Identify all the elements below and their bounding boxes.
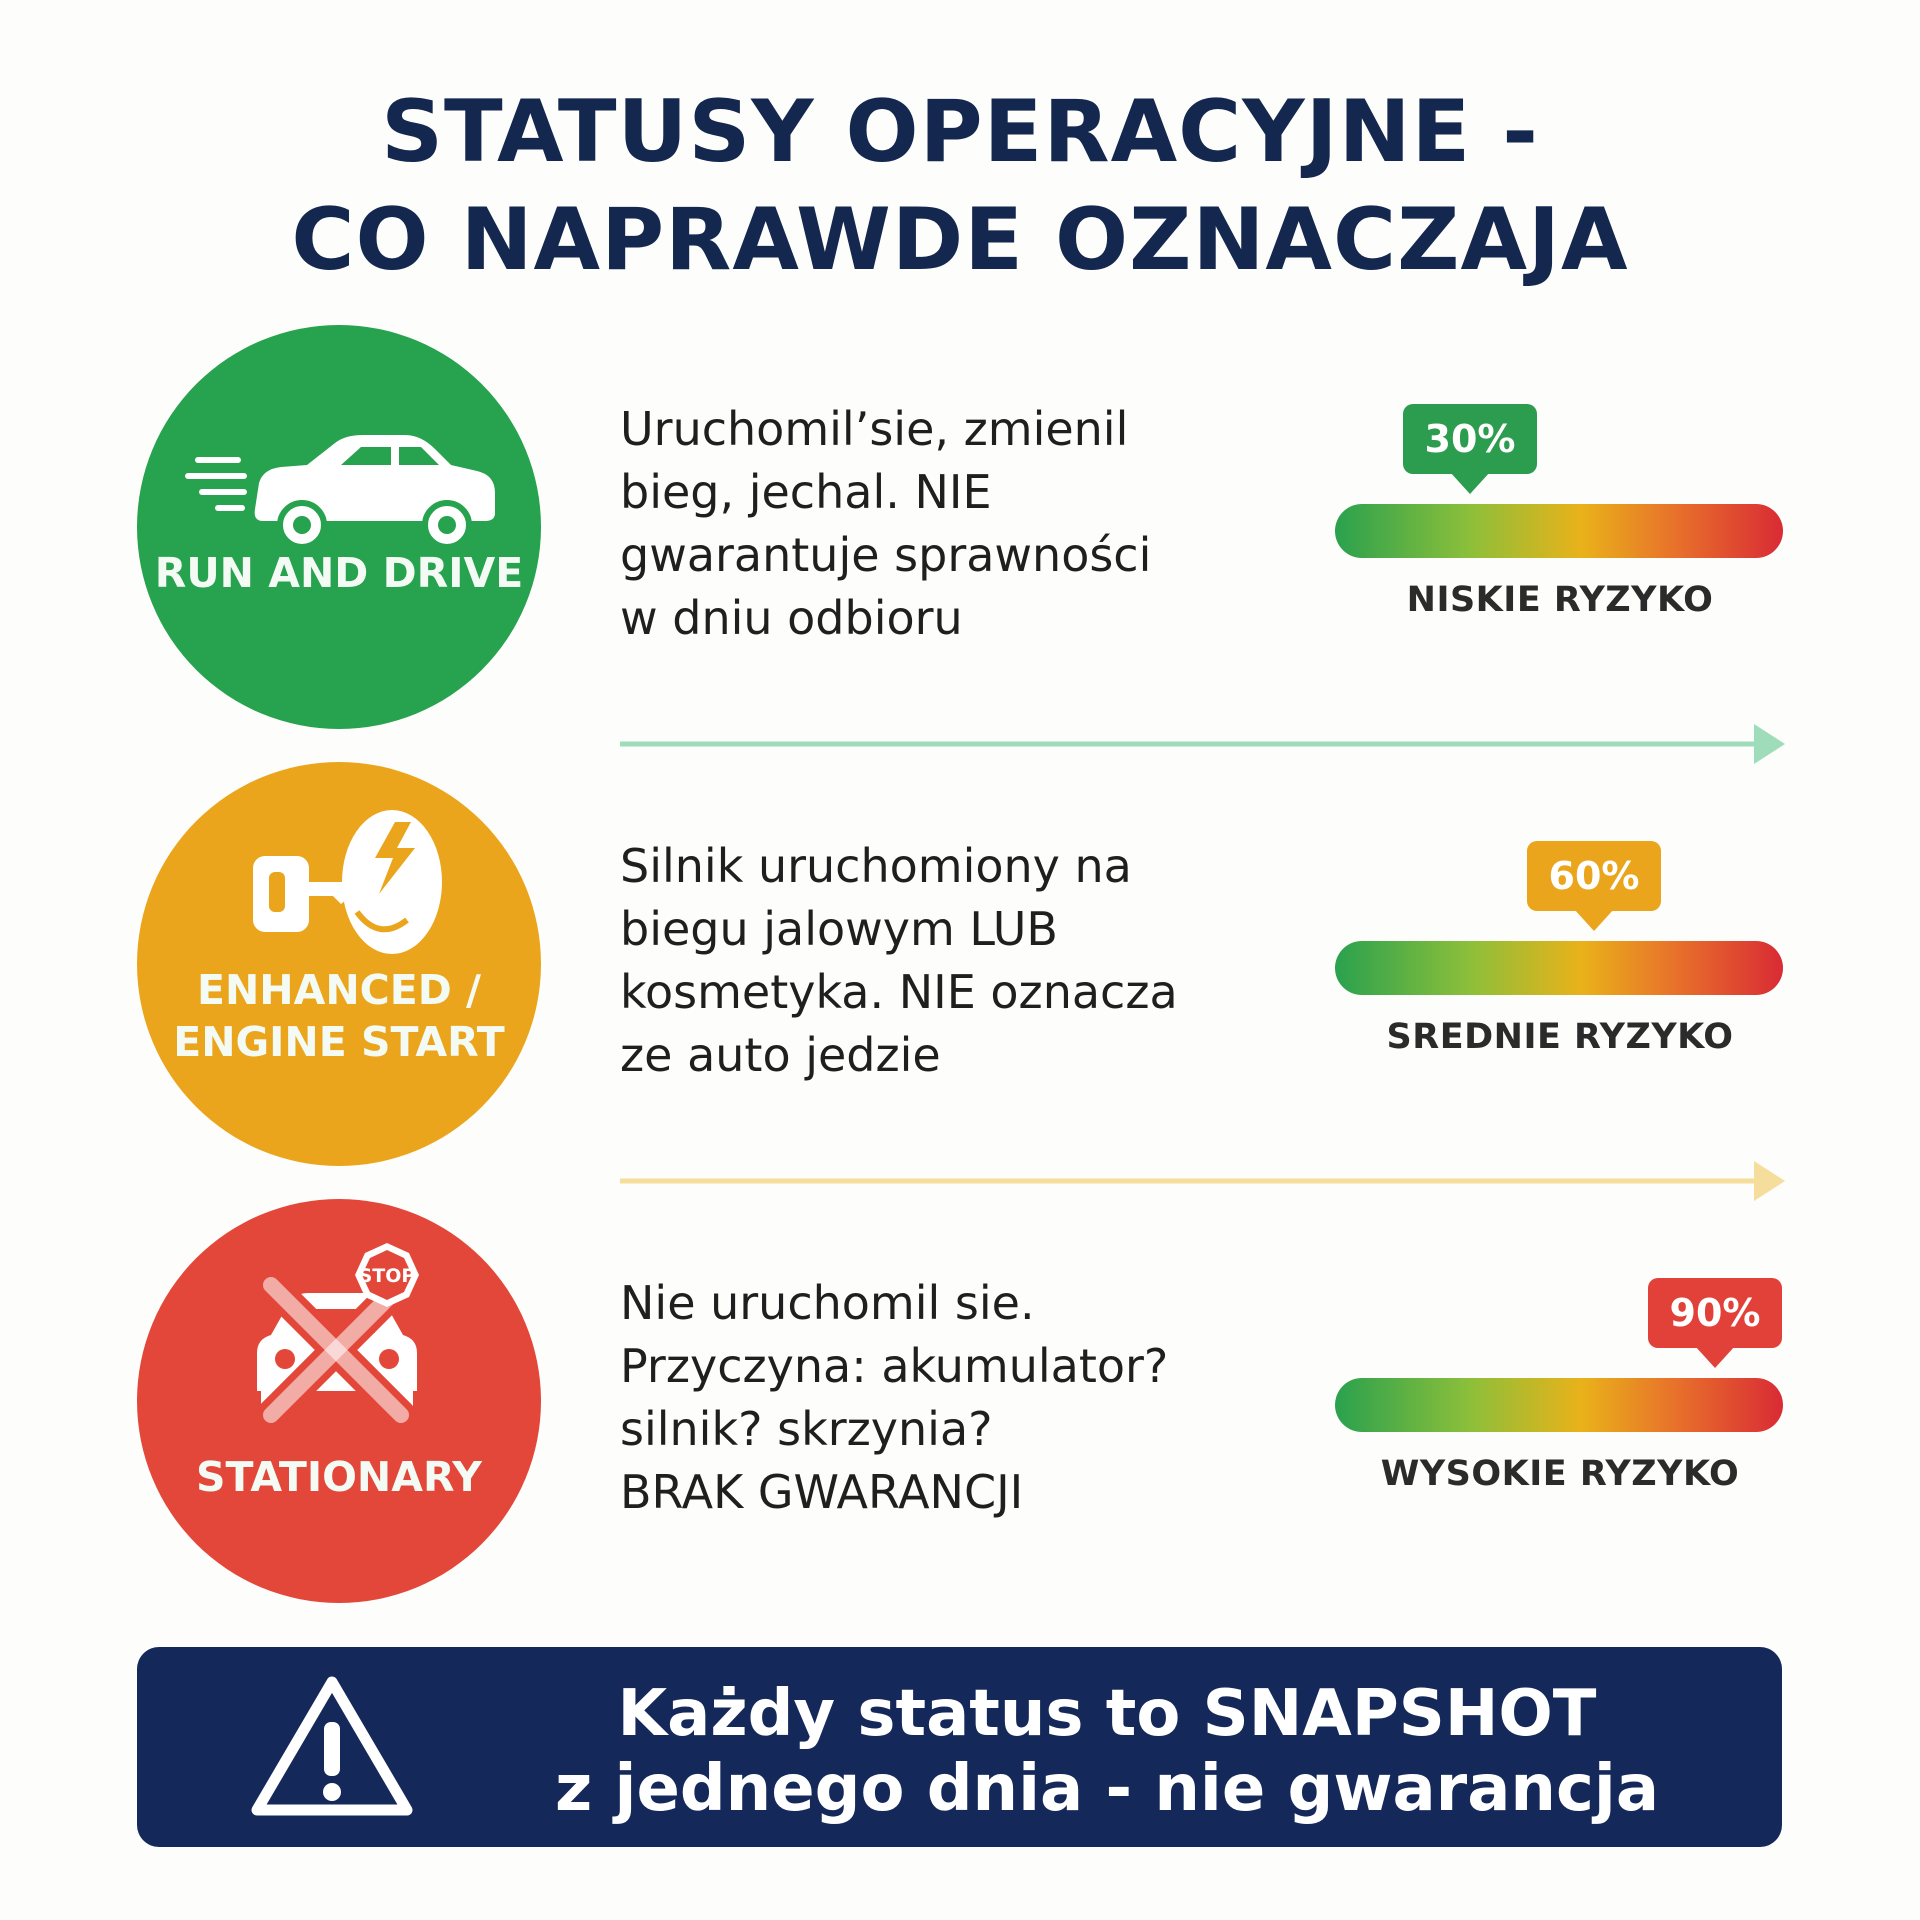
page-title [0,78,1920,294]
risk-percent-badge: 90% [1648,1278,1782,1348]
risk-label: WYSOKIE RYZYKO [1380,1454,1740,1494]
status-description: Uruchomil’sie, zmienil bieg, jechal. NIE gwarantuje sprawności w dniu odbioru [620,402,1152,645]
risk-percent-badge: 60% [1527,841,1661,911]
status-circle-run-and-drive [137,325,541,729]
risk-label: SREDNIE RYZYKO [1386,1017,1734,1057]
status-label: RUN AND DRIVE [154,549,524,597]
banner-message [477,1677,1737,1827]
connector-arrow [620,1161,1785,1201]
banner-line-1: Każdy status to SNAPSHOT [617,1677,1597,1751]
status-label-text: ENHANCED / ENGINE START [173,966,505,1066]
risk-gauge [1335,1278,1785,1498]
banner-line-2: z jednego dnia - nie gwarancja [554,1752,1660,1826]
status-label [137,964,541,1068]
status-description: Nie uruchomil sie. Przyczyna: akumulator? silnik? skrzynia? BRAK GWARANCJI [620,1276,1169,1519]
car-icon [177,425,507,555]
stopped-car-icon [237,1241,437,1441]
risk-gauge [1335,841,1785,1061]
risk-bar [1335,1378,1783,1432]
status-circle-stationary [137,1199,541,1603]
warning-banner [137,1647,1782,1847]
connector-arrow [620,724,1785,764]
risk-label: NISKIE RYZYKO [1406,580,1714,620]
key-ignition-icon [247,802,447,962]
stop-sign-text: STOP [358,1265,416,1287]
risk-bar [1335,504,1783,558]
page-title-line-2: CO NAPRAWDE OZNACZAJA [291,190,1629,290]
status-circle-engine-start [137,762,541,1166]
status-description: Silnik uruchomiony na biegu jalowym LUB kosmetyka. NIE oznacza ze auto jedzie [620,839,1178,1082]
page-title-line-1: STATUSY OPERACYJNE - [381,82,1539,182]
status-label: STATIONARY [196,1453,482,1501]
risk-bar [1335,941,1783,995]
risk-gauge [1335,404,1785,624]
risk-percent-badge: 30% [1403,404,1537,474]
warning-icon [247,1672,417,1822]
